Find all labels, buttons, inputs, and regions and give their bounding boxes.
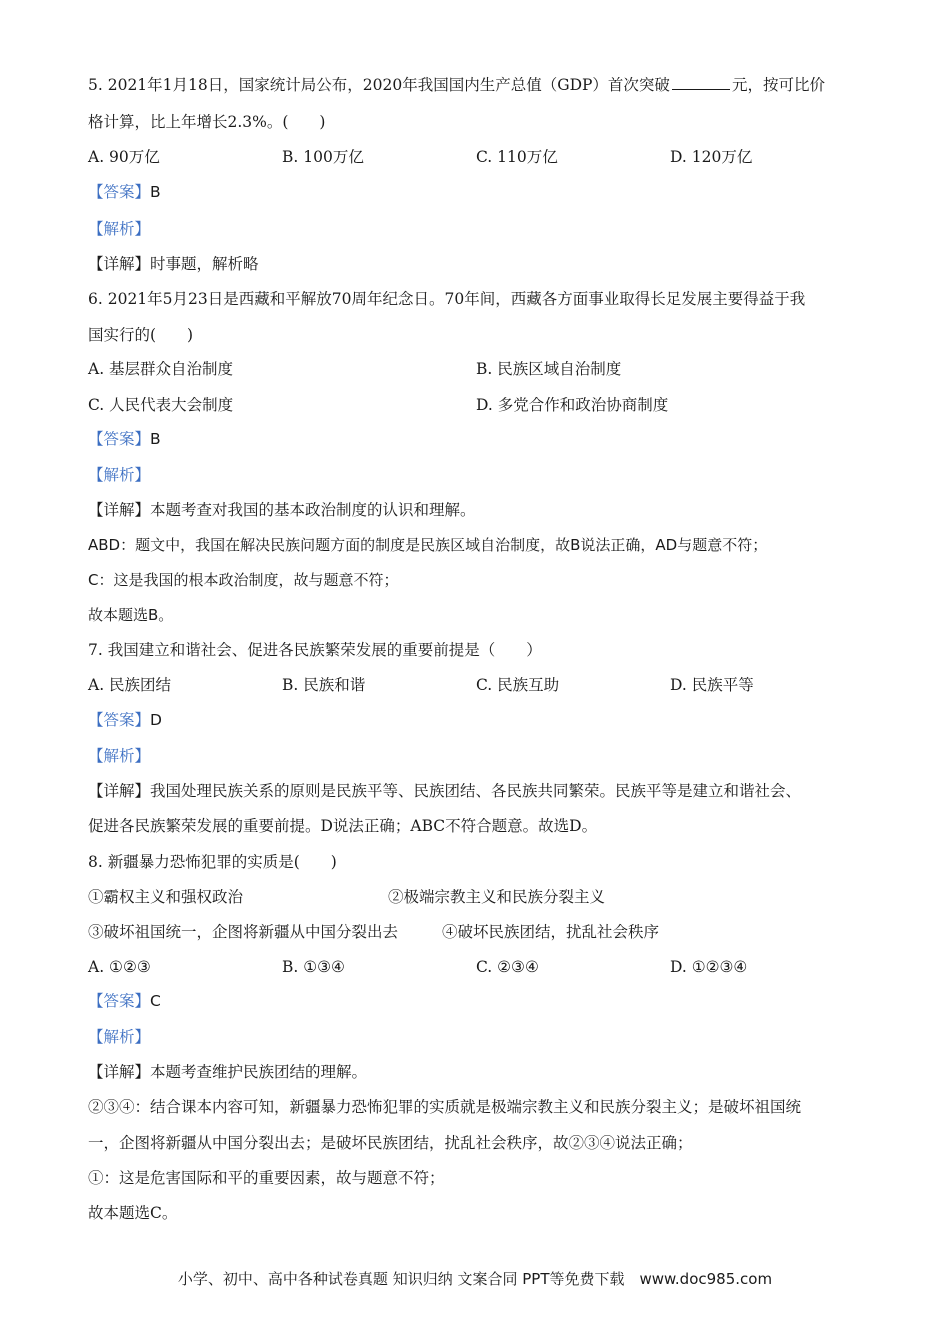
detail-text: 本题考查对我国的基本政治制度的认识和理解。: [150, 501, 476, 519]
q8-statement-3: ③破坏祖国统一，企图将新疆从中国分裂出去: [88, 923, 399, 941]
detail-text: 本题考查维护民族团结的理解。: [150, 1063, 368, 1081]
q5-stem-line2: 格计算，比上年增长2.3%。( ): [88, 113, 326, 131]
q5-blank: [672, 75, 730, 90]
answer-tag: 【答案】: [88, 992, 151, 1010]
q5-option-d: D. 120万亿: [670, 148, 753, 166]
answer-tag: 【答案】: [88, 711, 151, 729]
q7-option-d: D. 民族平等: [670, 676, 754, 694]
detail-text: 时事题，解析略: [150, 255, 259, 273]
detail-tag: 【详解】: [88, 501, 151, 519]
q5-analysis-tag: 【解析】: [88, 220, 151, 238]
q6-analysis-tag: 【解析】: [88, 466, 151, 484]
answer-value: D: [150, 711, 162, 729]
answer-tag: 【答案】: [88, 430, 151, 448]
answer-value: B: [150, 430, 161, 448]
q8-detail-line1: ②③④：结合课本内容可知，新疆暴力恐怖犯罪的实质就是极端宗教主义和民族分裂主义；是破坏祖国统: [88, 1098, 802, 1116]
q7-answer: [88, 709, 162, 731]
q5-stem-post: 元，按可比价: [731, 76, 825, 94]
q5-stem-pre: 5. 2021年1月18日，国家统计局公布，2020年我国国内生产总值（GDP）首次突破: [88, 76, 670, 94]
q6-option-d: D. 多党合作和政治协商制度: [476, 396, 669, 414]
q6-answer: [88, 428, 161, 450]
detail-tag: 【详解】: [88, 1063, 151, 1081]
q6-detail: [88, 499, 476, 521]
q7-option-b: B. 民族和谐: [282, 676, 366, 694]
q8-option-d: D. ①②③④: [670, 958, 748, 976]
q7-analysis-tag: 【解析】: [88, 747, 151, 765]
q7-stem-line1: 7. 我国建立和谐社会、促进各民族繁荣发展的重要前提是（ ）: [88, 641, 542, 659]
detail-tag: 【详解】: [88, 255, 151, 273]
page-footer: 小学、初中、高中各种试卷真题 知识归纳 文案合同 PPT等免费下载 www.doc985.com: [177, 1270, 773, 1288]
q8-stem-line1: 8. 新疆暴力恐怖犯罪的实质是( ): [88, 853, 337, 871]
q8-statement-4: ④破坏民族团结，扰乱社会秩序: [442, 923, 660, 941]
q8-statement-2: ②极端宗教主义和民族分裂主义: [388, 888, 606, 906]
q8-option-a: A. ①②③: [88, 958, 151, 976]
q5-option-b: B. 100万亿: [282, 148, 364, 166]
detail-tag: 【详解】: [88, 782, 151, 800]
q5-answer: [88, 181, 161, 203]
q6-detail-line1: ABD：题文中，我国在解决民族问题方面的制度是民族区域自治制度，故B说法正确，AD与题意不符；: [88, 536, 768, 554]
q5-stem-line1: [88, 74, 825, 96]
q7-option-a: A. 民族团结: [88, 676, 172, 694]
detail-text: 我国处理民族关系的原则是民族平等、民族团结、各民族共同繁荣。民族平等是建立和谐社会、: [150, 782, 802, 800]
q6-detail-line2: C：这是我国的根本政治制度，故与题意不符；: [88, 571, 399, 589]
q6-option-a: A. 基层群众自治制度: [88, 360, 234, 378]
q6-option-b: B. 民族区域自治制度: [476, 360, 622, 378]
q6-option-c: C. 人民代表大会制度: [88, 396, 234, 414]
q8-detail-line4: 故本题选C。: [88, 1204, 178, 1222]
q7-option-c: C. 民族互助: [476, 676, 560, 694]
q8-statement-1: ①霸权主义和强权政治: [88, 888, 244, 906]
q7-detail-line1: 促进各民族繁荣发展的重要前提。D说法正确；ABC不符合题意。故选D。: [88, 817, 598, 835]
q5-option-c: C. 110万亿: [476, 148, 558, 166]
q6-stem-line2: 国实行的( ): [88, 326, 194, 344]
q8-option-c: C. ②③④: [476, 958, 539, 976]
q7-detail: [88, 780, 801, 802]
q6-detail-line3: 故本题选B。: [88, 606, 174, 624]
q8-analysis-tag: 【解析】: [88, 1028, 151, 1046]
q5-detail: [88, 253, 259, 275]
q5-option-a: A. 90万亿: [88, 148, 160, 166]
q6-stem-line1: 6. 2021年5月23日是西藏和平解放70周年纪念日。70年间，西藏各方面事业取得长足发展主要得益于我: [88, 290, 806, 308]
q8-detail: [88, 1061, 367, 1083]
q8-option-b: B. ①③④: [282, 958, 345, 976]
q8-detail-line2: 一，企图将新疆从中国分裂出去；是破坏民族团结，扰乱社会秩序，故②③④说法正确；: [88, 1134, 693, 1152]
q8-answer: [88, 990, 161, 1012]
answer-value: B: [150, 183, 161, 201]
answer-value: C: [150, 992, 161, 1010]
q8-detail-line3: ①：这是危害国际和平的重要因素，故与题意不符；: [88, 1169, 445, 1187]
answer-tag: 【答案】: [88, 183, 151, 201]
